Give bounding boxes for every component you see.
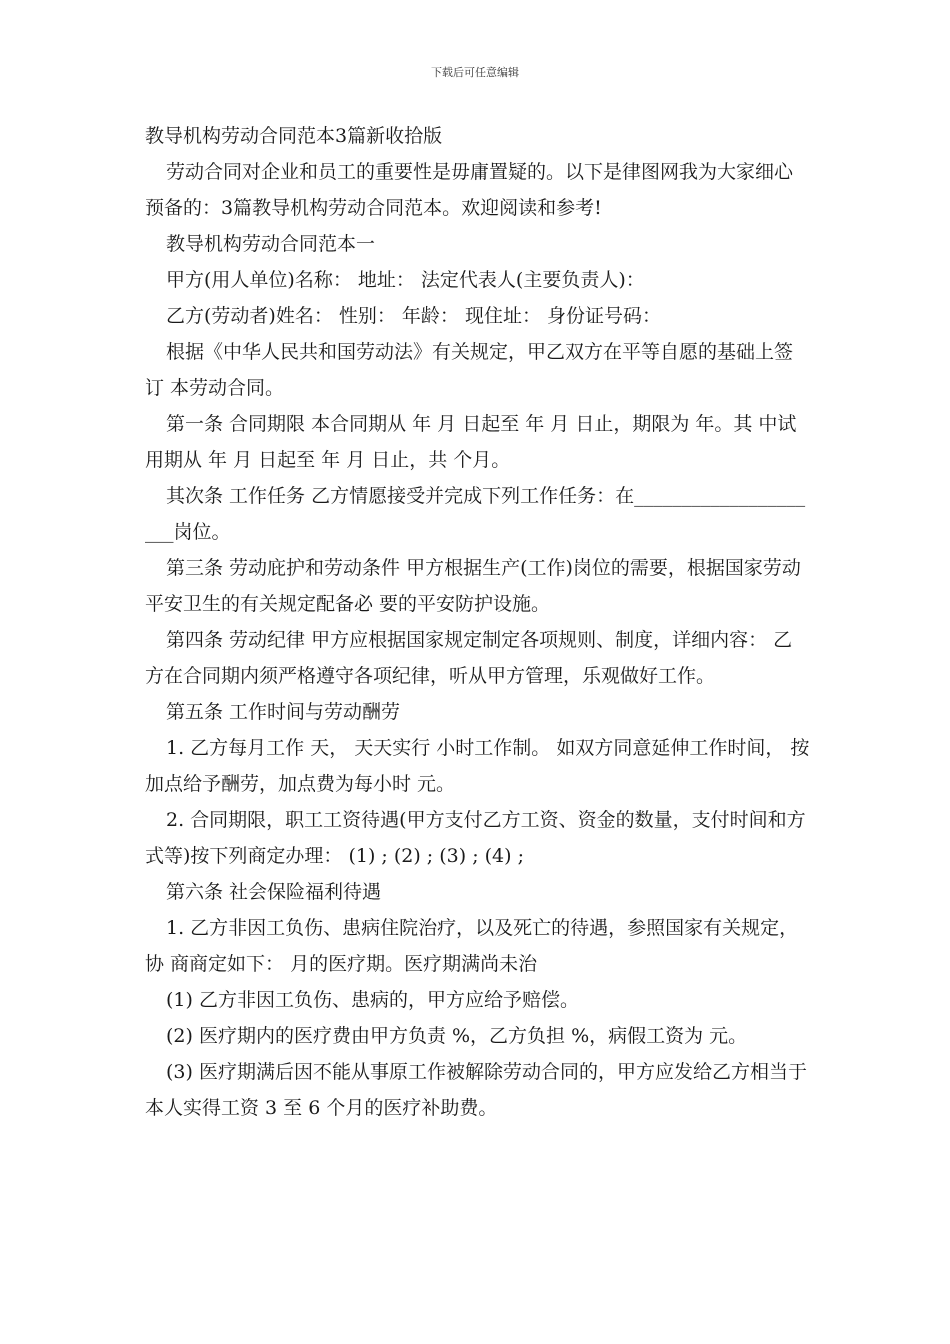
document-title: 教导机构劳动合同范本3篇新收拾版 (145, 125, 443, 147)
paragraph-article-5: 第五条 工作时间与劳动酬劳 (166, 701, 401, 723)
paragraph-article-6: 第六条 社会保险福利待遇 (166, 881, 382, 903)
paragraph-section-heading: 教导机构劳动合同范本一 (166, 233, 376, 255)
paragraph-article-6-sub-3: (3) 医疗期满后因不能从事原工作被解除劳动合同的，甲方应发给乙方相当于 本人实得工资 3 至 6 个月的医疗补助费。 (145, 1061, 807, 1119)
paragraph-party-a: 甲方(用人单位)名称： 地址： 法定代表人(主要负责人)： (166, 269, 645, 291)
paragraph-article-6-item-1: 1. 乙方非因工负伤、患病住院治疗，以及死亡的待遇，参照国家有关规定，协 商商定如下： 月的医疗期。医疗期满尚未治 (145, 917, 799, 975)
document-body (145, 118, 810, 1126)
page-header-note: 下载后可任意编辑 (431, 66, 519, 79)
paragraph-basis: 根据《中华人民共和国劳动法》有关规定，甲乙双方在平等自愿的基础上签订 本劳动合同。 (145, 341, 794, 399)
paragraph-article-6-sub-2: (2) 医疗期内的医疗费由甲方负责 %，乙方负担 %，病假工资为 元。 (166, 1025, 748, 1047)
paragraph-article-5-item-1: 1. 乙方每月工作 天， 天天实行 小时工作制。 如双方同意延伸工作时间， 按加点给予酬劳，加点费为每小时 元。 (145, 737, 810, 795)
paragraph-article-6-sub-1: (1) 乙方非因工负伤、患病的，甲方应给予赔偿。 (166, 989, 579, 1011)
paragraph-article-1: 第一条 合同期限 本合同期从 年 月 日起至 年 月 日止，期限为 年。其 中试用期从 年 月 日起至 年 月 日止，共 个月。 (145, 413, 797, 471)
paragraph-article-2: 其次条 工作任务 乙方情愿接受并完成下列工作任务：在_____________________岗位。 (145, 485, 806, 543)
paragraph-article-3: 第三条 劳动庇护和劳动条件 甲方根据生产(工作)岗位的需要，根据国家劳动平安卫生的有关规定配备必 要的平安防护设施。 (145, 557, 801, 615)
paragraph-article-4: 第四条 劳动纪律 甲方应根据国家规定制定各项规则、制度，详细内容： 乙方在合同期内须严格遵守各项纪律，听从甲方管理，乐观做好工作。 (145, 629, 793, 687)
paragraph-party-b: 乙方(劳动者)姓名： 性别： 年龄： 现住址： 身份证号码： (166, 305, 661, 327)
paragraph-intro: 劳动合同对企业和员工的重要性是毋庸置疑的。以下是律图网我为大家细心预备的：3篇教导机构劳动合同范本。欢迎阅读和参考! (145, 161, 794, 219)
paragraph-article-5-item-2: 2. 合同期限，职工工资待遇(甲方支付乙方工资、资金的数量，支付时间和方 式等)按下列商定办理： (1) ; (2) ; (3) ; (4) ; (145, 809, 806, 867)
